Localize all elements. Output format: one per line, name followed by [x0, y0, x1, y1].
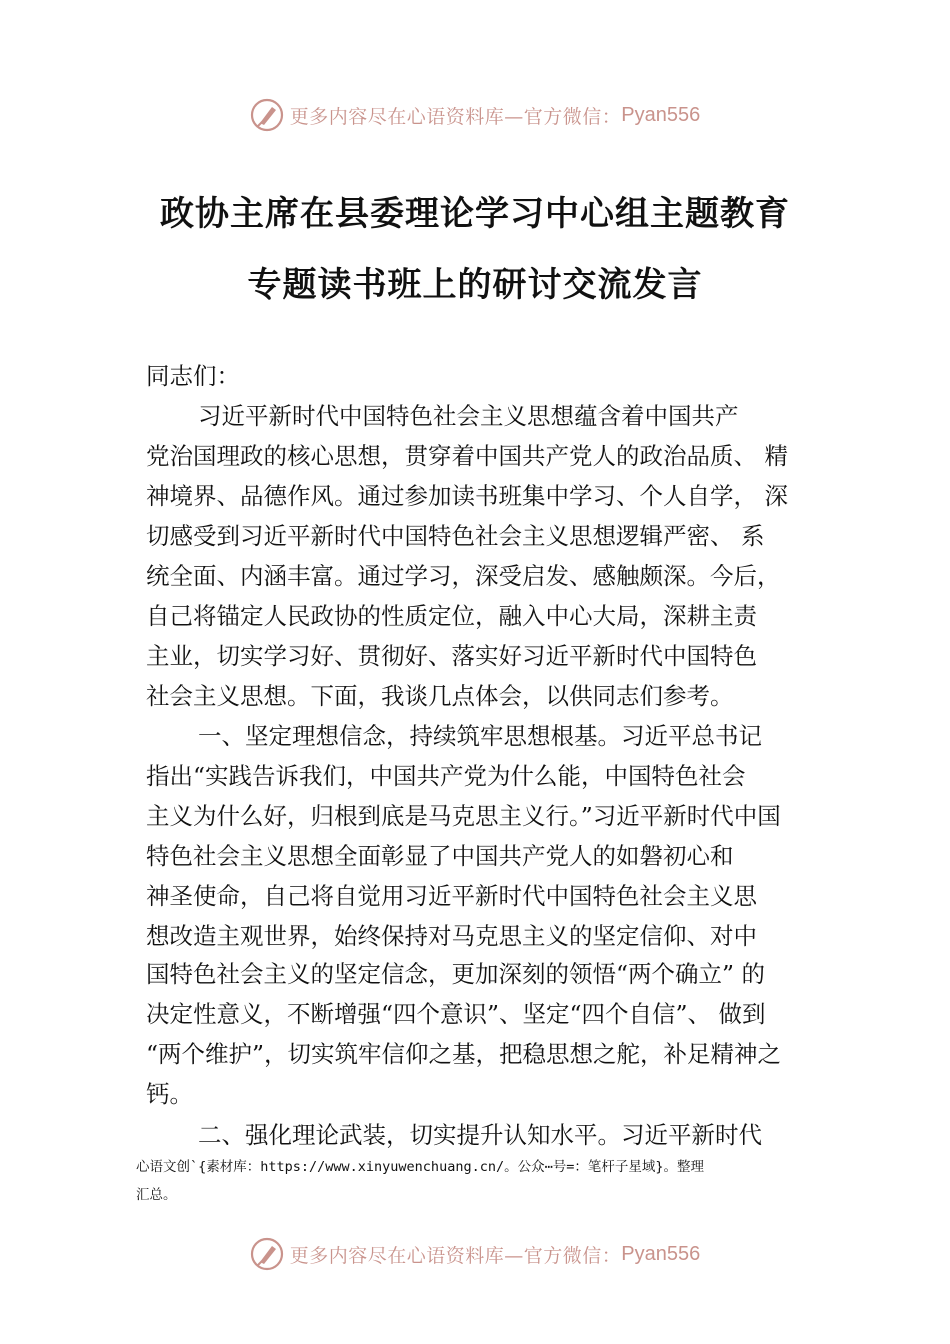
paragraph-line: 决定性意义，不断增强“四个意识”、坚定“四个自信”、 做到 [146, 1000, 766, 1028]
paragraph-line: 统全面、内涵丰富。通过学习，深受启发、感触颇深。今后， [146, 562, 781, 590]
paragraph-line: 国特色社会主义的坚定信念，更加深刻的领悟“两个确立” 的 [146, 960, 765, 988]
paragraph-line: 特色社会主义思想全面彰显了中国共产党人的如磐初心和 [146, 842, 734, 870]
footnote-line-1: 心语文创`{素材库：https://www.xinyuwenchuang.cn/。公众⋯号=：笔杆子星域}。整理 [136, 1159, 704, 1175]
paragraph-line: “两个维护”，切实筑牢信仰之基，把稳思想之舵，补足精神之 [146, 1040, 782, 1068]
section-heading-line: 二、强化理论武装，切实提升认知水平。习近平新时代 [198, 1121, 762, 1149]
paragraph-line: 社会主义思想。下面，我谈几点体会，以供同志们参考。 [146, 682, 734, 710]
section-heading-line: 一、坚定理想信念，持续筑牢思想根基。习近平总书记 [198, 722, 762, 750]
document-title-line-1: 政协主席在县委理论学习中心组主题教育 [160, 194, 790, 234]
paragraph-line: 主业，切实学习好、贯彻好、落实好习近平新时代中国特色 [146, 642, 757, 670]
banner-text: 更多内容尽在心语资料库—官方微信： [289, 105, 622, 128]
paragraph-line: 神境界、品德作风。通过参加读书班集中学习、个人自学， 深 [146, 482, 788, 510]
pen-nib-logo-icon [250, 1237, 284, 1271]
paragraph-line: 神圣使命，自己将自觉用习近平新时代中国特色社会主义思 [146, 882, 757, 910]
banner-text: 更多内容尽在心语资料库—官方微信： [289, 1244, 622, 1267]
header-watermark-banner [0, 93, 950, 137]
paragraph-line: 钙。 [146, 1080, 193, 1108]
paragraph-line: 习近平新时代中国特色社会主义思想蕴含着中国共产 [198, 402, 739, 430]
paragraph-line: 指出“实践告诉我们，中国共产党为什么能，中国特色社会 [146, 762, 746, 790]
pen-nib-logo-icon [250, 98, 284, 132]
footnote-line-2: 汇总。 [136, 1187, 177, 1203]
paragraph-line: 自己将锚定人民政协的性质定位，融入中心大局，深耕主责 [146, 602, 757, 630]
footer-watermark-banner [0, 1232, 950, 1276]
paragraph-line: 切感受到习近平新时代中国特色社会主义思想逻辑严密、 系 [146, 522, 765, 550]
paragraph-line: 主义为什么好，归根到底是马克思主义行。”习近平新时代中国 [146, 802, 781, 830]
paragraph-line: 想改造主观世界，始终保持对马克思主义的坚定信仰、对中 [146, 922, 757, 950]
paragraph-line: 党治国理政的核心思想，贯穿着中国共产党人的政治品质、 精 [146, 442, 788, 470]
document-title-line-2: 专题读书班上的研讨交流发言 [247, 265, 703, 305]
banner-brand: Pyan556 [621, 1242, 701, 1265]
salutation: 同志们： [146, 362, 240, 390]
banner-brand: Pyan556 [621, 103, 701, 126]
